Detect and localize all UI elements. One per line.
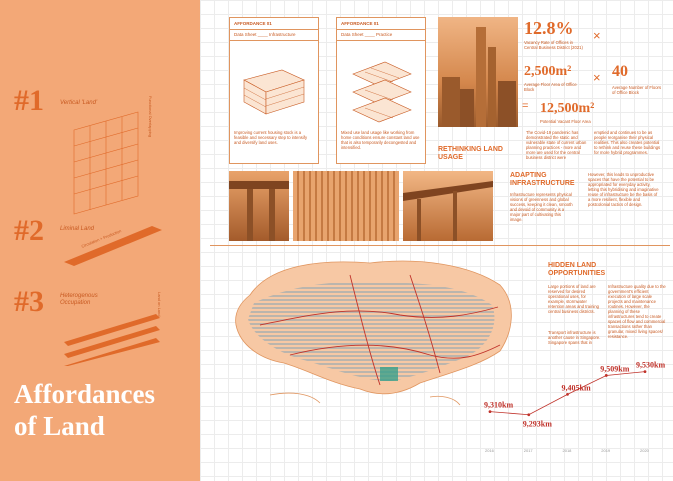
mileage-label-2020: 9,530km	[636, 360, 666, 370]
card2-header: AFFORDANCE 01	[341, 21, 379, 26]
item3-label: Heterogenous Occupation	[60, 293, 98, 306]
adapting-heading-1: ADAPTING	[510, 172, 547, 179]
rethinking-body-right: emptied and continues to be as people reorganise their physical realities. This also creates potential to rethink and reuse these buildings for more hybrid programmes.	[594, 130, 661, 155]
rethinking-heading-1: RETHINKING LAND	[438, 146, 503, 153]
exploded-floor-drawing	[345, 58, 417, 124]
year-tick-2016: 2016	[485, 448, 494, 453]
potential-area-label: Potential Vacant Floor Area	[540, 119, 591, 124]
card1-sub: Data Sheet ____ Infrastructure	[234, 32, 296, 37]
page-title	[14, 378, 155, 442]
adapting-heading	[510, 172, 575, 188]
heterogenous-illustration	[60, 312, 165, 367]
tower-silhouette	[438, 17, 518, 127]
title-line-1: Affordances	[14, 379, 155, 409]
year-tick-2019: 2019	[601, 448, 611, 453]
adapting-body-left: Infrastructure represents physical visions of greenness and global success, keeping it clean, smooth and devoid of community is a major part of cultivating this image.	[510, 192, 573, 222]
item2-side-label: Circulation + Production	[80, 228, 122, 249]
housing-block-drawing	[238, 62, 310, 118]
avg-floor-area-label: Average Floor Area of Office Block	[524, 82, 577, 92]
adapting-body-right: However, this leads to unproductive spaces that have the potential to be appropriated for everyday activity, letting this hybridising and imaginative reuse of infrastructure be the basis of a more resilient, flexible and postcolonial tactics of design.	[588, 172, 659, 207]
multiply-icon-2: ×	[593, 70, 601, 85]
right-panel	[200, 0, 673, 481]
mrt-track-photo	[403, 171, 493, 241]
card2-description: Mixed use land usage like working from home conditions ensure constant land use that is also temporarily decongested and intensified.	[341, 130, 420, 150]
road-mileage-chart	[470, 360, 670, 460]
card1-divider	[230, 29, 318, 30]
hdb-block-photo	[293, 171, 399, 241]
avg-floor-area: 2,500m²	[524, 64, 572, 79]
item2-label: Liminal Land	[60, 226, 95, 232]
card1-description: Improving current housing stock is a feasible and necessary step to intensify and diversify land uses.	[234, 130, 308, 145]
office-tower-photo	[438, 17, 518, 127]
card1-header: AFFORDANCE 01	[234, 21, 272, 26]
item1-number: #1	[14, 84, 44, 117]
adapting-heading-2: INFRASTRUCTURE	[510, 180, 575, 187]
item3-number: #3	[14, 285, 44, 318]
affordance-card-infrastructure	[229, 17, 319, 164]
hidden-heading	[548, 262, 605, 278]
affordance-card-practice	[336, 17, 426, 164]
item1-side-label: Functional Overlapping	[148, 96, 153, 138]
card2-divider	[337, 29, 425, 30]
flyover-drawing	[229, 171, 289, 241]
year-tick-2018: 2018	[562, 448, 572, 453]
mrt-track-drawing	[403, 171, 493, 241]
mileage-label-2017: 9,293km	[522, 419, 552, 429]
multiply-icon: ×	[593, 28, 601, 43]
hidden-body-left1: Large portions of land are reserved for desired operational uses, for example, stormwater retention areas and training central business districts.	[548, 284, 599, 314]
hidden-heading-2: OPPORTUNITIES	[548, 270, 606, 277]
title-line-2: of Land	[14, 411, 105, 441]
mileage-point-2020	[644, 370, 647, 373]
rethinking-body-left: The Covid-19 pandemic has demonstrated the static and vulnerable state of current urban planning practices - more and more are used for the central business district were	[526, 130, 587, 160]
mileage-label-2018: 9,405km	[561, 383, 591, 393]
avg-floors: 40	[612, 63, 628, 80]
liminal-land-illustration	[60, 222, 165, 267]
year-tick-2020: 2020	[640, 448, 649, 453]
mileage-label-2016: 9,310km	[484, 400, 514, 410]
year-tick-2017: 2017	[523, 448, 533, 453]
card2-divider2	[337, 40, 425, 41]
section-divider	[210, 245, 670, 246]
mileage-point-2017	[527, 413, 530, 416]
mileage-point-2018	[566, 393, 569, 396]
potential-area: 12,500m²	[540, 101, 595, 116]
vacancy-rate: 12.8%	[524, 18, 574, 38]
item2-number: #2	[14, 214, 44, 247]
hidden-body-right: Infrastructure quality due to the government's efficient execution of large scale projects and maintenance routines. However, the planning of these infrastructures tend to create spaces of flow and commercial transactions rather than granular, mixed living spaces/ resistance.	[608, 284, 666, 339]
mileage-label-2019: 9,509km	[600, 364, 630, 374]
item1-label: Vertical 'Land'	[60, 100, 98, 106]
card2-sub: Data Sheet ____ Practice	[341, 32, 393, 37]
hidden-body-left2: Transport infrastructure is another cause in Singapore. Singapore spans that in	[548, 330, 601, 345]
equals-icon: =	[522, 100, 529, 112]
avg-floors-label: Average Number of Floors of Office Block	[612, 85, 662, 95]
item3-side-label: Land on Land	[157, 292, 162, 317]
map-highlight	[380, 367, 398, 381]
rethinking-heading-2: USAGE	[438, 154, 463, 161]
vertical-land-illustration	[66, 106, 146, 216]
hidden-heading-1: HIDDEN LAND	[548, 262, 597, 269]
rethinking-heading	[438, 146, 503, 162]
card1-divider2	[230, 40, 318, 41]
mileage-point-2019	[605, 374, 608, 377]
left-panel	[0, 0, 200, 481]
flyover-photo	[229, 171, 289, 241]
mileage-point-2016	[489, 410, 492, 413]
vacancy-rate-label: Vacancy Rate of Offices in Central Business District (2021)	[524, 40, 583, 50]
